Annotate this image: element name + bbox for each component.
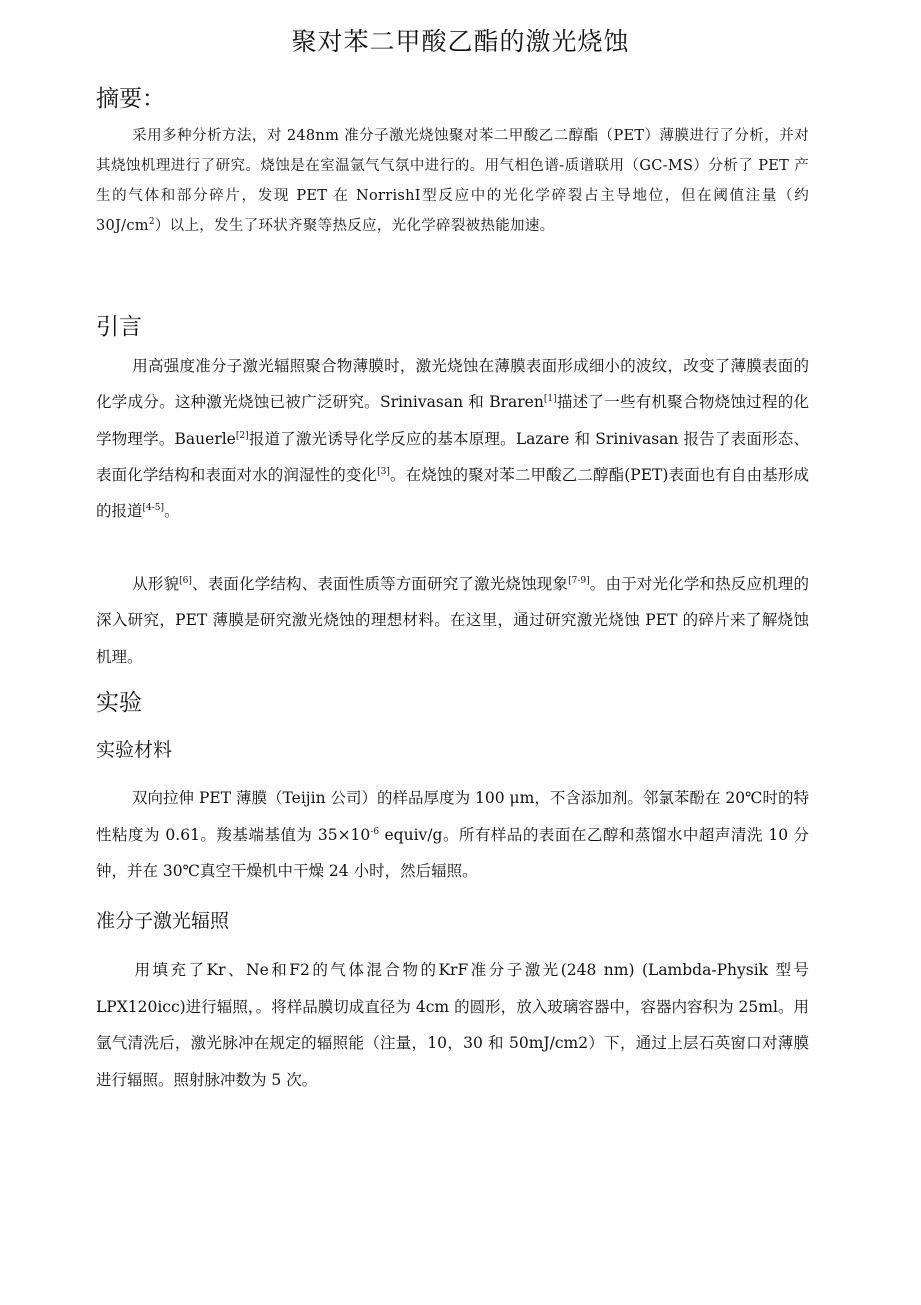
citation-1: [1] [543,394,557,405]
abstract-heading: 摘要： [96,86,165,112]
irradiation-paragraph: 用填充了Kr、Ne和F2的气体混合物的KrF准分子激光(248 nm) (Lambda-Physik 型号 LPX120icc)进行辐照，。将样品膜切成直径为 4cm 的圆形，放入玻璃容器中，容器内容积为 25ml。用氩气清洗后，激光脉冲在规定的辐照能（注量，10，30 和 50mJ/cm2）下，通过上层石英窗口对薄膜进行辐照。照射脉冲数为 5 次。 [96,961,809,1089]
irradiation-heading: 准分子激光辐照 [96,910,230,932]
citation-2: [2] [235,430,249,441]
abstract-paragraph: 采用多种分析方法，对 248nm 准分子激光烧蚀聚对苯二甲酸乙二醇酯（PET）薄膜进行了分析，并对其烧蚀机理进行了研究。烧蚀是在室温氩气气氛中进行的。用气相色谱-质谱联用（GC-MS）分析了 PET 产生的气体和部分碎片，发现 PET 在 NorrishI型反应中的光化学碎裂占主导地位，但在阈值注量（约 $30J/cm^2$）以上，发生了环状齐聚等热反应，光化学碎裂被热能加速。 [96,128,809,234]
experiment-heading: 实验 [96,690,142,716]
citation-4-5: [4-5] [142,503,165,514]
intro-paragraph-1: 用高强度准分子激光辐照聚合物薄膜时，激光烧蚀在薄膜表面形成细小的波纹，改变了薄膜表面的化学成分。这种激光烧蚀已被广泛研究。Srinivasan 和 Braren[1]描述了一些有机聚合物烧蚀过程的化学物理学。Bauerle[2]报道了激光诱导化学反应的基本原理。Lazare 和 Srinivasan 报告了表面形态、表面化学结构和表面对水的润湿性的变化[3]。在烧蚀的聚对苯二甲酸乙二醇酯(PET)表面也有自由基形成的报道[4-5]。 [96,357,809,521]
citation-3: [3] [377,466,390,477]
citation-6: [6] [179,576,192,586]
materials-paragraph: 双向拉伸 PET 薄膜（Teijin 公司）的样品厚度为 100 μm，不含添加剂。邻氯苯酚在 20℃时的特性粘度为 0.61。羧基端基值为 $35\times 10^{-6}$ equiv/g。所有样品的表面在乙醇和蒸馏水中超声清洗 10 分钟，并在 30℃真空干燥机中干燥 24 小时，然后辐照。 [96,789,809,880]
paper-title: 聚对苯二甲酸乙酯的激光烧蚀 [291,27,630,56]
intro-heading: 引言 [96,314,142,340]
materials-heading: 实验材料 [96,739,173,761]
intro-paragraph-2: 从形貌[6]、表面化学结构、表面性质等方面研究了激光烧蚀现象[7-9]。由于对光化学和热反应机理的深入研究，PET 薄膜是研究激光烧蚀的理想材料。在这里，通过研究激光烧蚀 PET 的碎片来了解烧蚀机理。 [96,575,809,666]
citation-7-9: [7-9] [568,576,590,586]
